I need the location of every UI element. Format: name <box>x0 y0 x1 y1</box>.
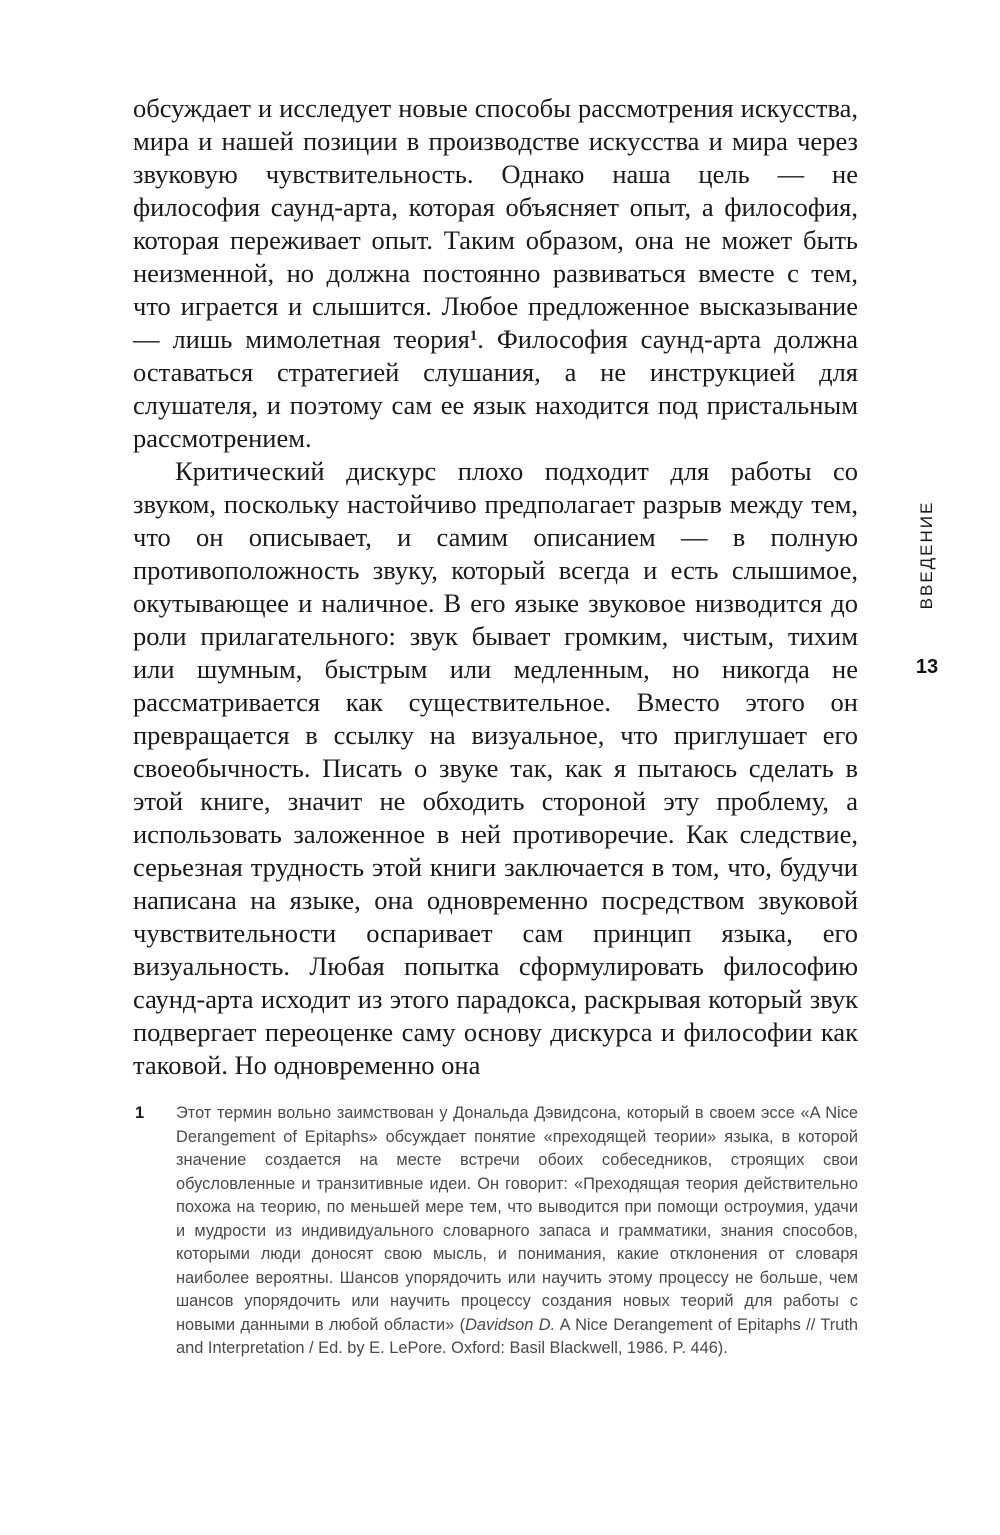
running-head <box>907 490 947 620</box>
paragraph-2: Критический дискурс плохо подходит для работы со звуком, поскольку настойчиво предполагает разрыв между тем, что он описывает, и самим описанием — в полную противоположность звуку, который всегда и есть слышимое, окутывающее и наличное. В его языке звуковое низводится до роли прилагательного: звук бывает громким, чистым, тихим или шумным, быстрым или медленным, но никогда не рассматривается как существительное. Вместо этого он превращается в ссылку на визуальное, что приглушает его своеобычность. Писать о звуке так, как я пытаюсь сделать в этой книге, значит не обходить стороной эту проблему, а использовать заложенное в ней противоречие. Как следствие, серьезная трудность этой книги заключается в том, что, будучи написана на языке, она одновременно посредством звуковой чувствительности оспаривает сам принцип языка, его визуальность. Любая попытка сформулировать философию саунд-арта исходит из этого парадокса, раскрывая который звук подвергает переоценке саму основу дискурса и философии как таковой. Но одновременно она <box>133 456 858 1080</box>
footnote-text <box>176 1104 858 1357</box>
page-number: 13 <box>915 656 939 678</box>
footnote-author: Davidson D. <box>465 1315 556 1334</box>
paragraph-1-text: обсуждает и исследует новые способы рассмотрения искусства, мира и нашей позиции в производстве искусства и мира через звуковую чувствительность. Однако наша цель — не философия саунд-арта, которая объясняет опыт, а философия, которая переживает опыт. Таким образом, она не может быть неизменной, но должна постоянно развиваться вместе с тем, что играется и слышится. Любое предложенное высказывание — лишь мимолетная теория <box>133 93 858 354</box>
main-text <box>133 92 858 1082</box>
paragraph-continued: обсуждает и исследует новые способы рассмотрения искусства, мира и нашей позиции в производстве искусства и мира через звуковую чувствительность. Однако наша цель — не философия саунд-арта, которая объясняет опыт, а философия, которая переживает опыт. Таким образом, она не может быть неизменной, но должна постоянно развиваться вместе с тем, что играется и слышится. Любое предложенное высказывание — лишь мимолетная теория$^1$. Философия саунд-арта должна оставаться стратегией слушания, а не инструкцией для слушателя, и поэтому сам ее язык находится под пристальным рассмотрением. <box>133 93 858 453</box>
footnote-text-part1: Этот термин вольно заимствован у Дональда Дэвидсона, который в своем эссе «A Nice Derangement of Epitaphs» обсуждает понятие «преходящей теории» языка, в которой значение создается на месте встречи обоих собеседников, строящих свои обусловленные и транзитивные идеи. Он говорит: «Преходящая теория действительно похожа на теорию, по меньшей мере тем, что выводится при помощи остроумия, удачи и мудрости из индивидуального словарного запаса и грамматики, знания способов, которыми люди доносят свою мысль, и понимания, какие отклонения от словаря наиболее вероятны. Шансов упорядочить или научить этому процессу не больше, чем шансов упорядочить или научить процессу создания новых теорий для работы с новыми данными в любой области» ( <box>176 1104 858 1334</box>
footnote-number: 1 <box>135 1104 145 1122</box>
footnotes <box>133 1102 858 1361</box>
paragraph-1-continuation: Философия саунд-арта должна оставаться стратегией слушания, а не инструкцией для слушателя, и поэтому сам ее язык находится под пристальным рассмотрением. <box>133 324 858 453</box>
running-head-label: ВВЕДЕНИЕ <box>917 500 936 610</box>
footnote-1 <box>133 1102 858 1361</box>
footnote-reference[interactable]: 1 <box>469 328 478 344</box>
footnote-text-part2: A Nice Derangement of Epitaphs // Truth and Interpretation / Ed. by E. LePore. Oxford: Basil Blackwell, 1986. P. 446). <box>176 1315 858 1357</box>
